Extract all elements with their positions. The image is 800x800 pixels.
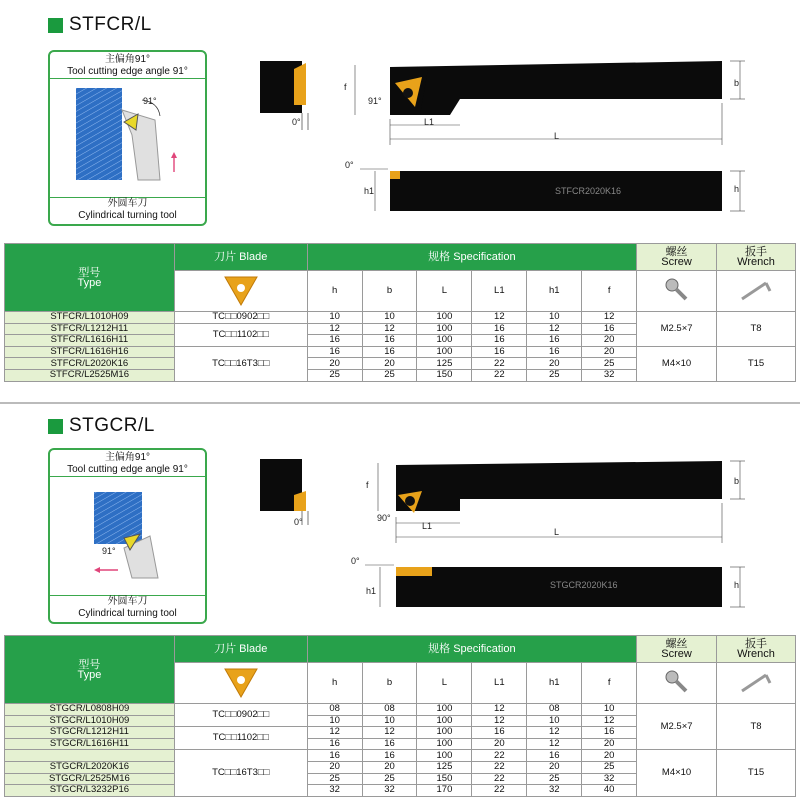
table-row: TC□□16T3□□ 16 16 100 22 16 20 M4×10 T15 [5,750,796,762]
table-row: STGCR/L1010H09 10 10 100 12 10 12 [5,715,796,727]
info-bottom-en: Cylindrical turning tool [78,608,177,619]
table-row: STFCR/L1616H11 16 16 100 16 16 20 [5,335,796,347]
info-title-en: Tool cutting edge angle 91° [67,66,188,77]
blade-header: 刀片 Blade [174,636,307,663]
info-bottom-cn: 外圆车刀 [107,198,148,209]
zero-angle-label-side: 0° [345,160,354,170]
table-row: STGCR/L2525M16 25 25 150 22 25 32 [5,773,796,785]
wrench-icon [717,271,796,312]
spec-header: 规格 Specification [307,636,636,663]
table-row: STGCR/L0808H09 TC□□0902□□ 08 08 100 12 08 10 M2.5×7 T8 [5,704,796,716]
type-header: 型号 Type [5,244,175,312]
green-square-icon [48,18,63,33]
table-row: STFCR/L1616H16 TC□□16T3□□ 16 16 100 16 16 20 M4×10 T15 [5,346,796,358]
info-title-cn: 主偏角91° [104,452,151,463]
b-label: b [734,78,740,88]
tool-stamp: STGCR2020K16 [550,580,618,590]
screw-icon [637,663,717,704]
wrench-header: 扳手 Wrench [717,244,796,271]
info-title-en: Tool cutting edge angle 91° [67,464,188,475]
svg-text:91°: 91° [102,546,116,556]
table-row: STFCR/L1212H11 TC□□1102□□ 12 12 100 16 12 16 [5,323,796,335]
section-title: STGCR/L [48,415,155,437]
zero-angle-label: 0° [292,117,301,127]
blade-insert-icon [174,663,307,704]
table-row: STFCR/L2020K16 20 20 125 22 20 25 [5,358,796,370]
angle-label: 91° [368,96,382,106]
screw-icon [637,271,717,312]
section-title: STFCR/L [48,14,152,36]
l1-label: L1 [422,521,433,531]
spec-header: 规格 Specification [307,244,636,271]
info-box [48,448,207,624]
h1-label: h1 [366,586,377,596]
info-title-cn: 主偏角91° [104,54,151,65]
angle-label: 90° [377,513,391,523]
table-row: STGCR/L3232P16 32 32 170 22 32 40 [5,785,796,797]
f-label: f [366,480,369,490]
info-bottom-cn: 外圆车刀 [107,596,148,607]
info-box [48,50,207,226]
green-square-icon [48,419,63,434]
f-label: f [344,82,347,92]
l1-label: L1 [424,117,435,127]
table-row: STGCR/L1212H11 TC□□1102□□ 12 12 100 16 12 16 [5,727,796,739]
h1-label: h1 [364,186,375,196]
wrench-header: 扳手 Wrench [717,636,796,663]
l-label: L [554,131,560,141]
spec-table: 型号 Type 刀片 Blade 规格 Specification 螺丝 Screw 扳手 Wrench h b L L1 h1 f STFCR/L1010H09 TC□□0902□□ 10 10 100 12 10 12 M2.5×7 T8 STFCR/L1212H11 TC□□1102□□ 12 12 100 16 12 16 STFCR/L1616H11 16 16 100 16 16 20 STFCR/L1616H16 TC□□16T3□□ 16 16 100 16 16 20 M4×10 T15 STFCR/L2020K16 20 20 125 22 20 25 STFCR/L2525M16 25 25 150 22 25 32 [4,243,796,382]
screw-header: 螺丝 Screw [637,636,717,663]
screw-header: 螺丝 Screw [637,244,717,271]
blade-header: 刀片 Blade [174,244,307,271]
table-row: STGCR/L2020K16 20 20 125 22 20 25 [5,761,796,773]
svg-text:91°: 91° [143,96,157,106]
tool-drawing [250,55,750,215]
table-row: STGCR/L1616H11 16 16 100 20 12 20 [5,738,796,750]
b-label: b [734,476,740,486]
table-row: STFCR/L2525M16 25 25 150 22 25 32 [5,369,796,381]
turning-illustration [50,478,205,596]
info-bottom-en: Cylindrical turning tool [78,210,177,221]
h-label: h [734,184,740,194]
tool-stamp: STFCR2020K16 [555,186,622,196]
section-stgcr [0,400,800,800]
h-label: h [734,580,740,590]
spec-table: 型号 Type 刀片 Blade 规格 Specification 螺丝 Screw 扳手 Wrench h b L L1 h1 f STGCR/L0808H09 TC□□0902□□ 08 08 100 12 08 10 M2.5×7 T8 STGCR/L1010H09 10 10 100 12 10 12 STGCR/L1212H11 TC□□1102□□ 12 12 100 16 12 16 STGCR/L1616H11 16 16 100 20 12 20 TC□□16T3□□ 16 16 100 22 16 20 M4×10 T15 STGCR/L2020K16 20 20 125 22 20 25 STGCR/L2525M16 25 25 150 22 25 32 STGCR/L3232P16 32 32 170 22 32 40 [4,635,796,797]
turning-illustration [50,80,205,198]
tool-drawing [250,455,750,615]
l-label: L [554,527,560,537]
table-row: STFCR/L1010H09 TC□□0902□□ 10 10 100 12 10 12 M2.5×7 T8 [5,312,796,324]
zero-angle-label-side: 0° [351,556,360,566]
type-header: 型号 Type [5,636,175,704]
wrench-icon [717,663,796,704]
blade-insert-icon [174,271,307,312]
zero-angle-label: 0° [294,517,303,527]
